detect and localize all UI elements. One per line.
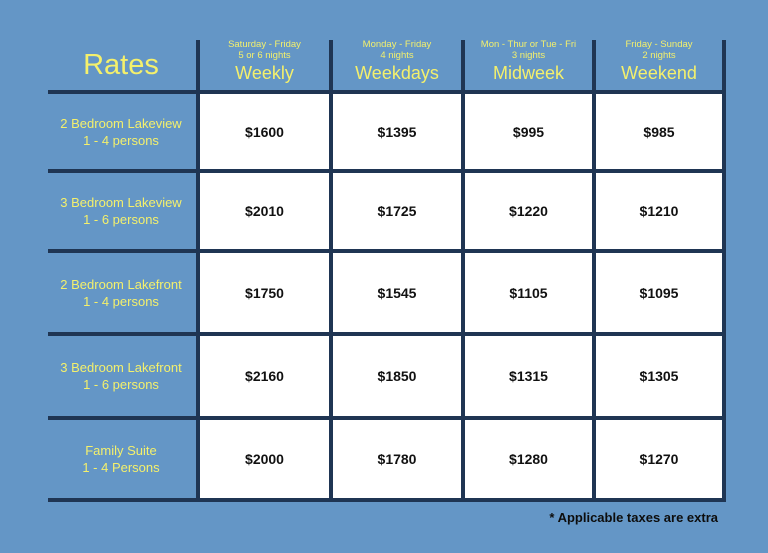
grid-line-horizontal [48, 90, 726, 94]
room-capacity: 1 - 4 persons [83, 293, 159, 309]
price-cell: $1105 [465, 253, 592, 332]
column-name: Midweek [492, 63, 565, 83]
column-nights: 4 nights [380, 50, 414, 61]
price-cell: $2160 [200, 336, 329, 416]
room-type: Family Suite [85, 443, 157, 458]
price-cell: $2000 [200, 420, 329, 498]
room-type: 3 Bedroom Lakeview [60, 195, 182, 210]
column-name: Weekly [235, 63, 294, 83]
column-header-1 [198, 36, 331, 92]
grid-line-vertical [461, 40, 465, 502]
column-nights: 5 or 6 nights [238, 50, 291, 61]
price-cell: $1210 [596, 173, 722, 249]
price-cell: $1280 [465, 420, 592, 498]
column-header-4 [594, 36, 724, 92]
taxes-footnote: * Applicable taxes are extra [549, 510, 718, 525]
grid-line-vertical [592, 40, 596, 502]
column-name: Weekend [621, 63, 697, 83]
rates-title: Rates [83, 48, 159, 81]
row-header-4 [48, 336, 194, 416]
price-cell: $985 [596, 94, 722, 169]
price-cell: $2010 [200, 173, 329, 249]
price-cell: $1395 [333, 94, 461, 169]
grid-line-vertical [196, 40, 200, 502]
column-name: Weekdays [355, 63, 439, 83]
column-nights: 3 nights [511, 50, 546, 61]
price-cell: $1850 [333, 336, 461, 416]
price-cell: $1305 [596, 336, 722, 416]
grid-line-horizontal [48, 416, 726, 420]
room-capacity: 1 - 6 persons [83, 377, 159, 392]
room-type: 3 Bedroom Lakefront [60, 360, 182, 375]
price-cell: $1220 [465, 173, 592, 249]
room-capacity: 1 - 4 persons [83, 132, 159, 148]
room-type: 2 Bedroom Lakefront [60, 276, 182, 292]
price-cell: $1095 [596, 253, 722, 332]
room-capacity: 1 - 6 persons [83, 212, 159, 227]
grid-line-vertical [722, 40, 726, 502]
column-days: Mon - Thur or Tue - Fri [480, 39, 577, 50]
price-cell: $1315 [465, 336, 592, 416]
grid-line-horizontal [48, 169, 726, 173]
price-cell: $1750 [200, 253, 329, 332]
row-header-3 [48, 253, 194, 332]
price-cell: $1600 [200, 94, 329, 169]
room-capacity: 1 - 4 Persons [82, 460, 160, 475]
grid-line-horizontal [48, 498, 726, 502]
column-nights: 2 nights [642, 50, 676, 61]
price-cell: $1780 [333, 420, 461, 498]
row-header-1 [48, 94, 194, 169]
row-header-2 [48, 173, 194, 249]
price-cell: $1725 [333, 173, 461, 249]
grid-line-vertical [329, 40, 333, 502]
column-header-3 [463, 36, 594, 92]
grid-line-horizontal [48, 249, 726, 253]
column-days: Saturday - Friday [228, 39, 301, 50]
price-cell: $1270 [596, 420, 722, 498]
price-cell: $1545 [333, 253, 461, 332]
room-type: 2 Bedroom Lakeview [60, 115, 182, 131]
column-days: Friday - Sunday [625, 39, 693, 50]
grid-line-horizontal [48, 332, 726, 336]
row-header-5 [48, 420, 194, 498]
price-cell: $995 [465, 94, 592, 169]
column-days: Monday - Friday [362, 39, 432, 50]
column-header-2 [331, 36, 463, 92]
